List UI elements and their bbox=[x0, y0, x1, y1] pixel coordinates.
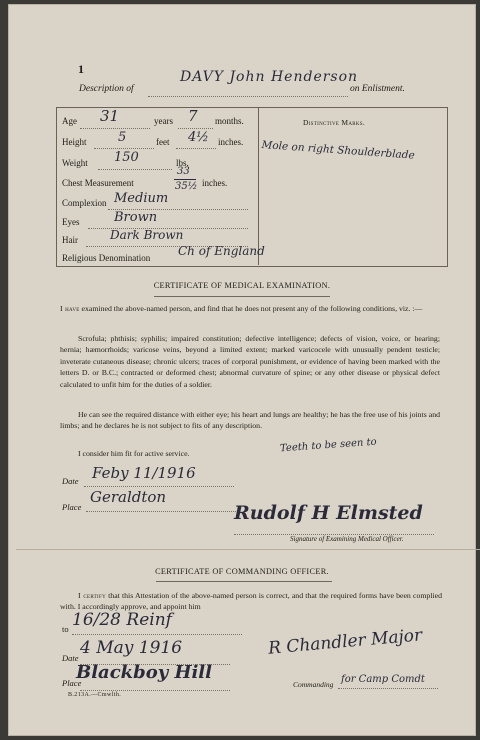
inches-label: inches. bbox=[218, 137, 244, 147]
complexion-label: Complexion bbox=[62, 198, 107, 208]
chest-value-bottom: 35½ bbox=[175, 181, 198, 192]
description-divider bbox=[258, 107, 259, 265]
chest-inches-label: inches. bbox=[202, 178, 228, 188]
surname-handwritten: DAVY John Henderson bbox=[180, 69, 359, 85]
distinctive-marks-value: Mole on right Shoulderblade bbox=[261, 139, 416, 162]
certify-word: I certify bbox=[78, 591, 106, 600]
age-months-line bbox=[178, 128, 213, 129]
chest-fraction-bar bbox=[174, 179, 196, 180]
commanding-date-label: Date bbox=[62, 653, 79, 663]
feet-label: feet bbox=[156, 137, 170, 147]
printer-note: B.213A.—Cmwlth. bbox=[68, 692, 122, 698]
on-enlistment-label: on Enlistment. bbox=[350, 84, 405, 94]
medical-officer-signature: Rudolf H Elmsted bbox=[234, 502, 423, 524]
page-mark: 1 bbox=[78, 62, 84, 76]
medical-date-line bbox=[84, 486, 234, 487]
chest-value-top: 33 bbox=[177, 166, 190, 177]
age-years-line bbox=[80, 128, 150, 129]
hair-label: Hair bbox=[62, 235, 78, 245]
attestation-page bbox=[8, 4, 476, 736]
religion-value: Ch of England bbox=[178, 244, 265, 258]
appoint-to-line bbox=[72, 634, 242, 635]
appoint-to-label: to bbox=[62, 624, 69, 634]
medical-date-value: Feby 11/1916 bbox=[92, 464, 196, 482]
commanding-place-value: Blackboy Hill bbox=[76, 662, 212, 683]
commanding-label: Commanding bbox=[293, 680, 334, 689]
height-inches: 4½ bbox=[188, 130, 209, 145]
medical-certificate-title: CERTIFICATE OF MEDICAL EXAMINATION. bbox=[153, 281, 331, 290]
complexion-value: Medium bbox=[114, 191, 169, 206]
commanding-officer-signature: R Chandler Major bbox=[267, 625, 423, 659]
commanding-place-line bbox=[80, 690, 230, 691]
age-years: 31 bbox=[100, 107, 120, 125]
commanding-certificate-title: CERTIFICATE OF COMMANDING OFFICER. bbox=[155, 567, 329, 576]
medical-place-line bbox=[86, 511, 236, 512]
distinctive-marks-label: Distinctive Marks. bbox=[303, 118, 366, 127]
weight-value: 150 bbox=[114, 150, 139, 165]
appoint-to-value: 16/28 Reinf bbox=[72, 610, 172, 630]
certify-rest: that this Attestation of the above-named person is correct, and that the required forms have been complied with. I accordingly approve, and appoint him bbox=[60, 591, 442, 612]
medical-fit-statement: I consider him fit for active service. bbox=[78, 449, 190, 458]
eyes-value: Brown bbox=[114, 210, 158, 225]
chest-label: Chest Measurement bbox=[62, 178, 134, 188]
medical-sight-statement: He can see the required distance with either eye; his heart and lungs are healthy; he has the free use of his joints and limbs; and he declares he is not subject to fits of any description. bbox=[60, 410, 440, 431]
intro-rest: examined the above-named person, and find that he does not present any of the following conditions, viz. :— bbox=[79, 304, 423, 313]
teeth-note: Teeth to be seen to bbox=[279, 436, 377, 455]
medical-place-label: Place bbox=[62, 502, 82, 512]
description-underline bbox=[148, 96, 348, 97]
commanding-title-rule bbox=[156, 581, 332, 582]
commanding-value-line bbox=[338, 688, 438, 689]
medical-title-rule bbox=[154, 296, 330, 297]
height-label: Height bbox=[62, 137, 87, 147]
height-inches-line bbox=[176, 148, 216, 149]
age-months: 7 bbox=[188, 107, 198, 125]
height-feet: 5 bbox=[118, 130, 127, 145]
description-label: Description of bbox=[79, 84, 134, 94]
years-label: years bbox=[154, 116, 173, 126]
medical-signature-caption: Signature of Examining Medical Officer. bbox=[290, 535, 404, 543]
eyes-label: Eyes bbox=[62, 217, 80, 227]
paper-fold-line bbox=[16, 549, 480, 550]
intro-have: I have bbox=[60, 304, 80, 313]
medical-intro bbox=[60, 303, 440, 314]
commanding-date-value: 4 May 1916 bbox=[80, 638, 183, 658]
height-feet-line bbox=[94, 148, 154, 149]
hair-value: Dark Brown bbox=[110, 228, 184, 242]
medical-place-value: Geraldton bbox=[90, 488, 167, 506]
religion-label: Religious Denomination bbox=[62, 253, 151, 263]
weight-line bbox=[98, 169, 172, 170]
commanding-value: for Camp Comdt bbox=[341, 674, 425, 685]
lbs-label: lbs. bbox=[176, 158, 189, 168]
age-label: Age bbox=[62, 116, 77, 126]
medical-date-label: Date bbox=[62, 476, 79, 486]
medical-conditions: Scrofula; phthisis; syphilis; impaired constitution; defective intelligence; defects of vision, voice, or hearing; hernia; hæmorrhoids; varicose veins, beyond a limited extent; marked varicocele with unusually pendent testicle; inveterate cutaneous disease; chronic ulcers; traces of corporal punishment, or evidence of having been marked with the letters D. or B.C.; contracted or deformed chest; abnormal curvature of spine; or any other disease or physical defect calculated to unfit him for the duties of a soldier. bbox=[60, 334, 440, 389]
commanding-place-label: Place bbox=[62, 678, 82, 688]
months-label: months. bbox=[215, 116, 244, 126]
weight-label: Weight bbox=[62, 158, 88, 168]
